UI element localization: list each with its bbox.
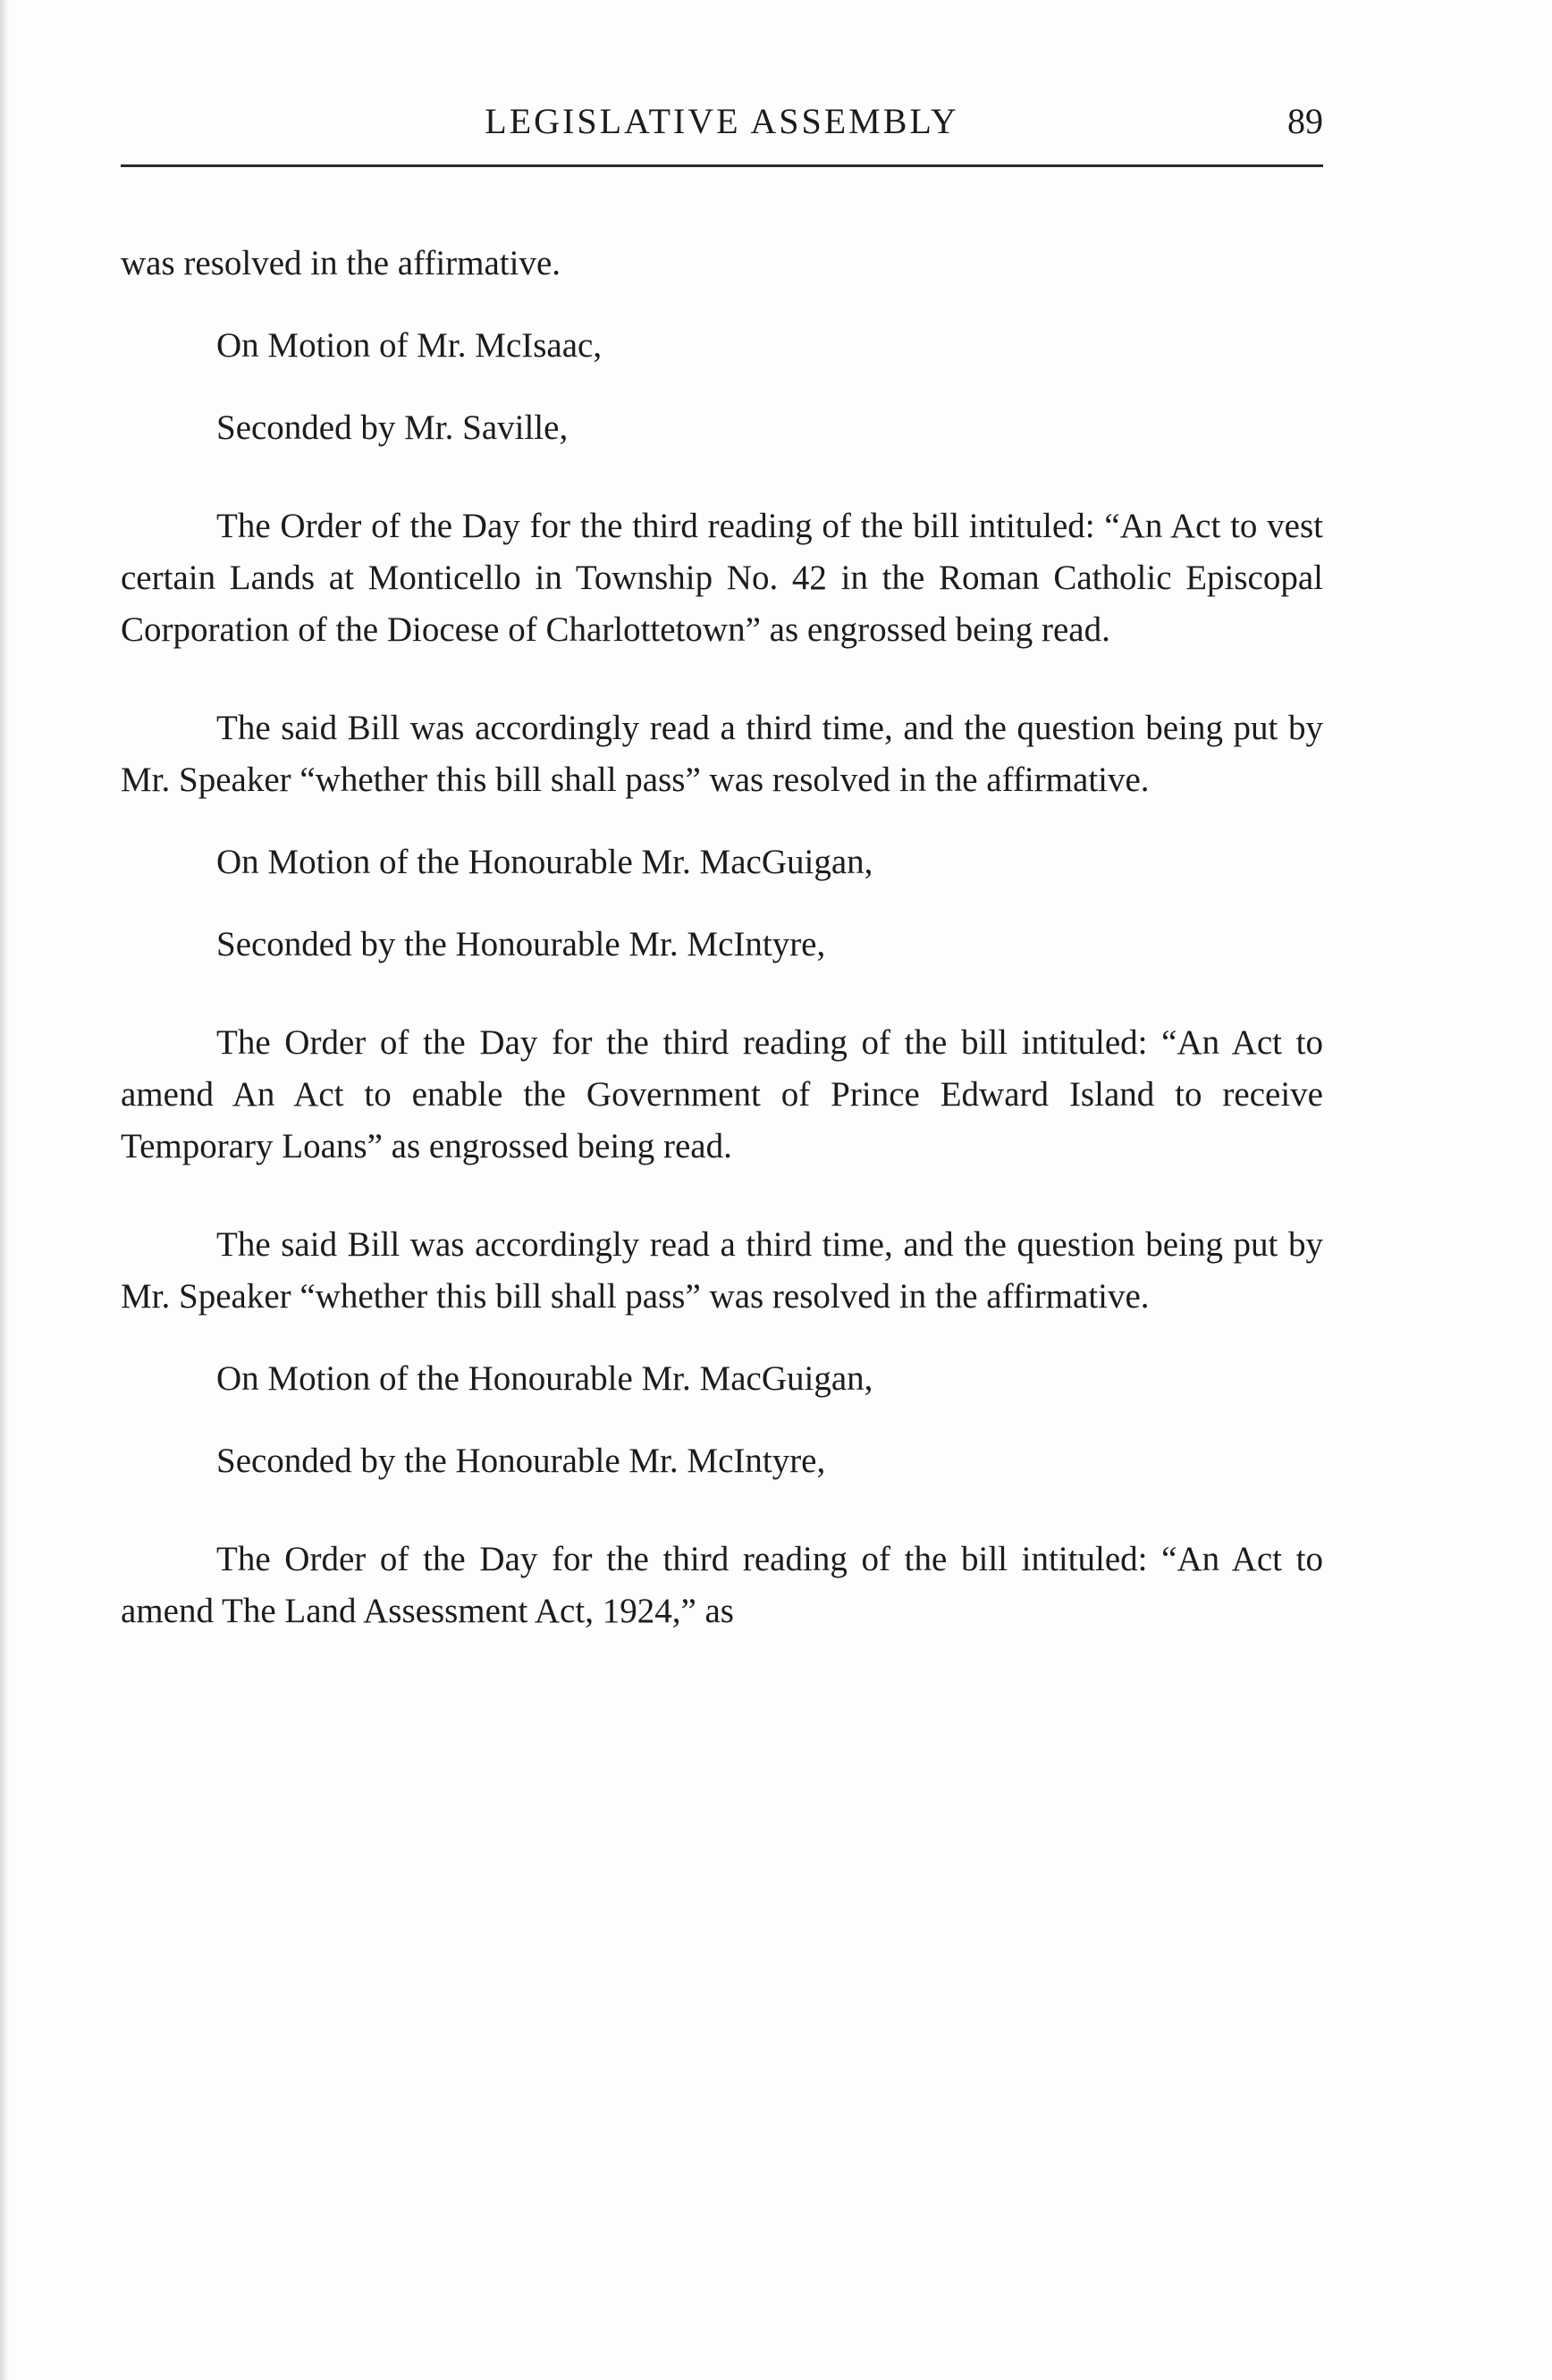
order-of-day-paragraph: The Order of the Day for the third reading of the bill intituled: “An Act to amend An Act to enable the Government of Prince Edward Island to receive Temporary Loans” as engrossed being read. [121, 1023, 1323, 1165]
header-rule [121, 164, 1323, 167]
running-title: LEGISLATIVE ASSEMBLY [485, 101, 959, 141]
motion-line: On Motion of Mr. McIsaac, [216, 326, 603, 365]
seconded-line: Seconded by the Honourable Mr. McIntyre, [216, 1442, 826, 1480]
running-head [121, 100, 1323, 154]
page-binding-edge [0, 0, 9, 2380]
motion-line: On Motion of the Honourable Mr. MacGuigan, [216, 843, 873, 881]
motion-line: On Motion of the Honourable Mr. MacGuigan, [216, 1359, 873, 1398]
seconded-line: Seconded by the Honourable Mr. McIntyre, [216, 925, 826, 963]
page-number: 89 [1287, 101, 1323, 141]
order-of-day-paragraph: The Order of the Day for the third reading of the bill intituled: “An Act to amend The Land Assessment Act, 1924,” as [121, 1540, 1323, 1630]
body-text [121, 238, 1323, 1637]
seconded-line: Seconded by Mr. Saville, [216, 408, 569, 447]
resolution-paragraph: The said Bill was accordingly read a third time, and the question being put by Mr. Speaker “whether this bill shall pass” was resolved in the affirmative. [121, 709, 1323, 799]
paragraph-continuation: was resolved in the affirmative. [121, 244, 561, 282]
order-of-day-paragraph: The Order of the Day for the third reading of the bill intituled: “An Act to vest certain Lands at Monticello in Township No. 42 in the Roman Catholic Episcopal Corporation of the Diocese of Charlottetown” as engrossed being read. [121, 507, 1323, 649]
resolution-paragraph: The said Bill was accordingly read a third time, and the question being put by Mr. Speaker “whether this bill shall pass” was resolved in the affirmative. [121, 1225, 1323, 1316]
